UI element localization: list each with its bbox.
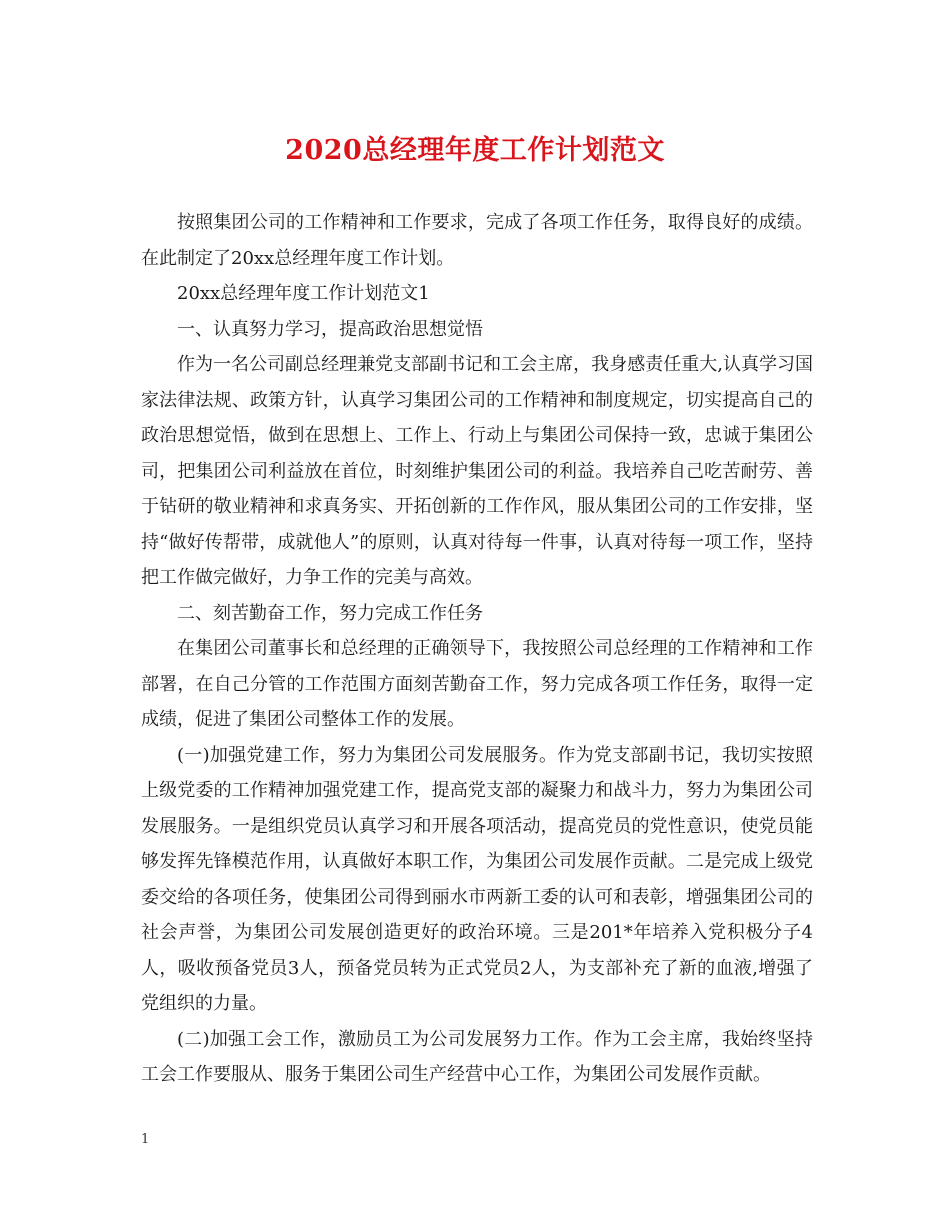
section-heading-2: 二、刻苦勤奋工作，努力完成工作任务: [177, 602, 483, 624]
document-title: 2020总经理年度工作计划范文: [285, 135, 665, 166]
section-heading-1: 一、认真努力学习，提高政治思想觉悟: [177, 318, 483, 340]
paragraph-intro: 按照集团公司的工作精神和工作要求，完成了各项工作任务，取得良好的成绩。在此制定了20xx总经理年度工作计划。: [141, 212, 813, 269]
paragraph-subtitle: 20xx总经理年度工作计划范文1: [177, 283, 430, 304]
document-body: [141, 205, 813, 1093]
paragraph-party-building: (一)加强党建工作，努力为集团公司发展服务。作为党支部副书记，我切实按照上级党委的工作精神加强党建工作，提高党支部的凝聚力和战斗力，努力为集团公司发展服务。一是组织党员认真学习和开展各项活动，提高党员的党性意识，使党员能够发挥先锋模范作用，认真做好本职工作，为集团公司发展作贡献。二是完成上级党委交给的各项任务，使集团公司得到丽水市两新工委的认可和表彰，增强集团公司的社会声誉，为集团公司发展创造更好的政治环境。三是201*年培养入党积极分子4人，吸收预备党员3人，预备党员转为正式党员2人，为支部补充了新的血液,增强了党组织的力量。: [141, 744, 813, 1014]
paragraph-section-2: 在集团公司董事长和总经理的正确领导下，我按照公司总经理的工作精神和工作部署，在自己分管的工作范围方面刻苦勤奋工作，努力完成各项工作任务，取得一定成绩，促进了集团公司整体工作的发展。: [141, 638, 813, 730]
paragraph-union-work: (二)加强工会工作，激励员工为公司发展努力工作。作为工会主席，我始终坚持工会工作要服从、服务于集团公司生产经营中心工作，为集团公司发展作贡献。: [141, 1028, 813, 1085]
page-number: 1: [141, 1132, 150, 1147]
paragraph-section-1: 作为一名公司副总经理兼党支部副书记和工会主席，我身感责任重大,认真学习国家法律法规、政策方针，认真学习集团公司的工作精神和制度规定，切实提高自己的政治思想觉悟，做到在思想上、工作上、行动上与集团公司保持一致，忠诚于集团公司，把集团公司利益放在首位，时刻维护集团公司的利益。我培养自己吃苦耐劳、善于钻研的敬业精神和求真务实、开拓创新的工作作风，服从集团公司的工作安排，坚持“做好传帮带，成就他人”的原则，认真对待每一件事，认真对待每一项工作，坚持把工作做完做好，力争工作的完美与高效。: [141, 354, 813, 588]
